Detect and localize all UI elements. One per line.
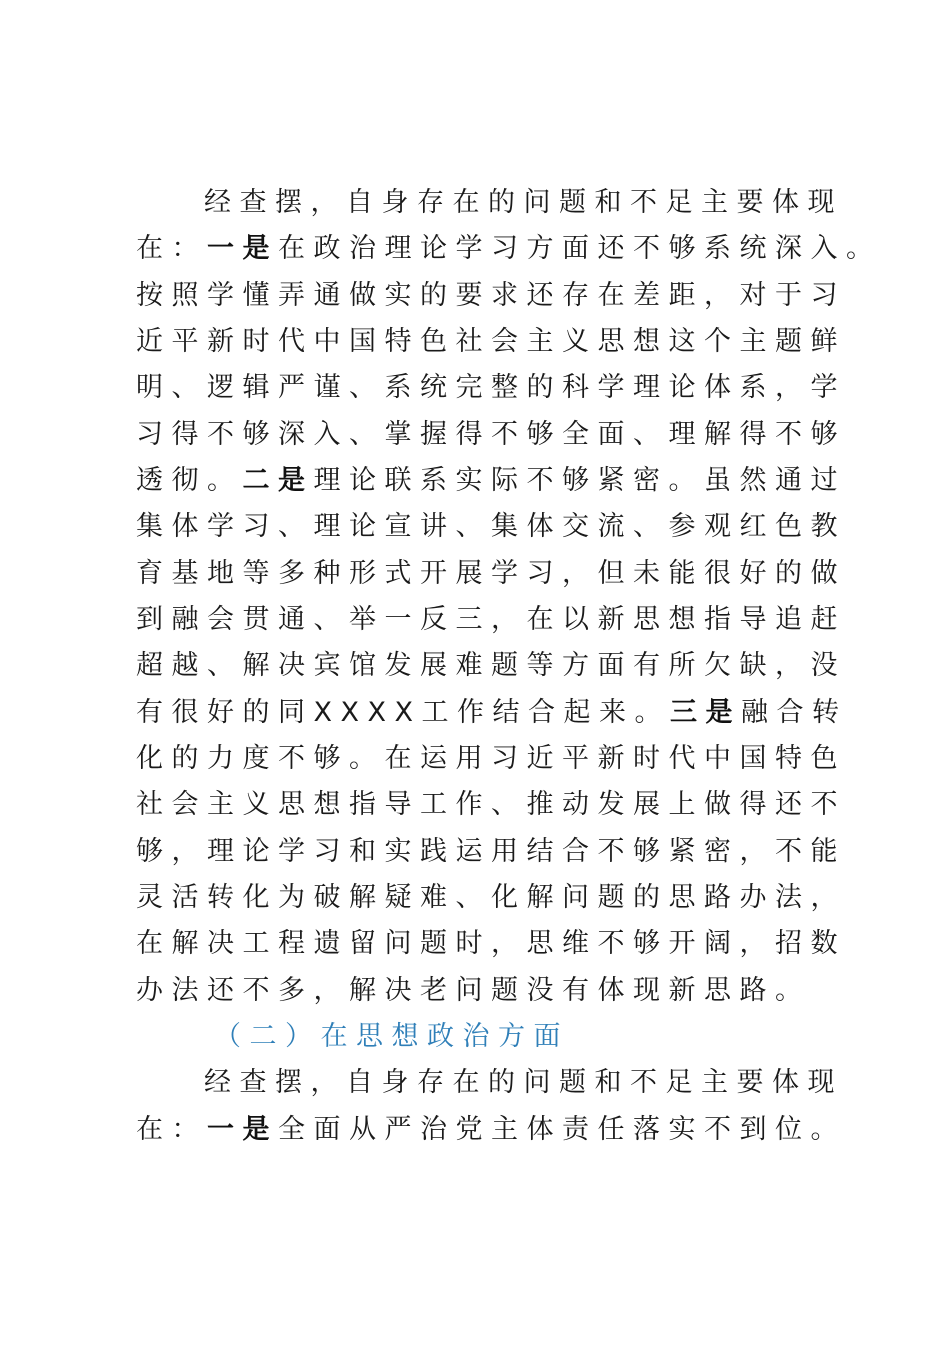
text: 育基地等多种形式开展学习，但未能很好的做 xyxy=(136,558,846,589)
text: 按照学懂弄通做实的要求还存在差距，对于习 xyxy=(136,280,846,311)
bold-text: 三是 xyxy=(670,697,741,728)
bold-text: 一是 xyxy=(207,233,278,264)
bold-text: 二是 xyxy=(242,465,314,496)
paragraph-line xyxy=(136,968,826,1014)
text: 习得不够深入、掌握得不够全面、理解得不够 xyxy=(136,419,846,450)
paragraph-line xyxy=(136,1107,846,1153)
text: 全面从严治党主体责任落实不到位。 xyxy=(278,1114,846,1145)
paragraph-line xyxy=(136,690,848,736)
paragraph-line xyxy=(136,551,846,597)
paragraph-line xyxy=(136,921,846,967)
text: 明、逻辑严谨、系统完整的科学理论体系，学 xyxy=(136,372,846,403)
text: 超越、解决宾馆发展难题等方面有所欠缺，没 xyxy=(136,650,846,681)
paragraph-line xyxy=(136,736,846,782)
paragraph-line xyxy=(136,782,846,828)
text: 集体学习、理论宣讲、集体交流、参观红色教 xyxy=(136,511,846,542)
text: 社会主义思想指导工作、推动发展上做得还不 xyxy=(136,789,846,820)
text: 经查摆，自身存在的问题和不足主要体现 xyxy=(204,1067,843,1098)
paragraph-line xyxy=(204,1060,894,1106)
text: 有很好的同XXXX工作结合起来。 xyxy=(136,697,670,728)
paragraph-line xyxy=(136,643,846,689)
section-heading: （二）在思想政治方面 xyxy=(214,1021,569,1052)
paragraph-line xyxy=(204,180,894,226)
paragraph-line xyxy=(136,597,846,643)
paragraph-line xyxy=(136,412,846,458)
text: 化的力度不够。在运用习近平新时代中国特色 xyxy=(136,743,846,774)
text: 在： xyxy=(136,1114,207,1145)
paragraph-line xyxy=(136,875,846,921)
text: 够，理论学习和实践运用结合不够紧密，不能 xyxy=(136,836,846,867)
paragraph-line xyxy=(136,226,882,272)
paragraph-line xyxy=(136,319,846,365)
text: 在政治理论学习方面还不够系统深入。 xyxy=(278,233,882,264)
text: 在： xyxy=(136,233,207,264)
paragraph-line xyxy=(136,458,846,504)
text: 到融会贯通、举一反三，在以新思想指导追赶 xyxy=(136,604,846,635)
text: 融合转 xyxy=(741,697,848,728)
text: 在解决工程遗留问题时，思维不够开阔，招数 xyxy=(136,928,846,959)
text: 透彻。 xyxy=(136,465,243,496)
bold-text: 一是 xyxy=(207,1114,278,1145)
text: 灵活转化为破解疑难、化解问题的思路办法， xyxy=(136,882,846,913)
paragraph-line xyxy=(136,365,846,411)
paragraph-line xyxy=(136,504,846,550)
text: 近平新时代中国特色社会主义思想这个主题鲜 xyxy=(136,326,846,357)
text: 办法还不多，解决老问题没有体现新思路。 xyxy=(136,975,811,1006)
text: 理论联系实际不够紧密。虽然通过 xyxy=(313,465,846,496)
paragraph-line xyxy=(136,273,846,319)
paragraph-line xyxy=(136,829,846,875)
text: 经查摆，自身存在的问题和不足主要体现 xyxy=(204,187,843,218)
